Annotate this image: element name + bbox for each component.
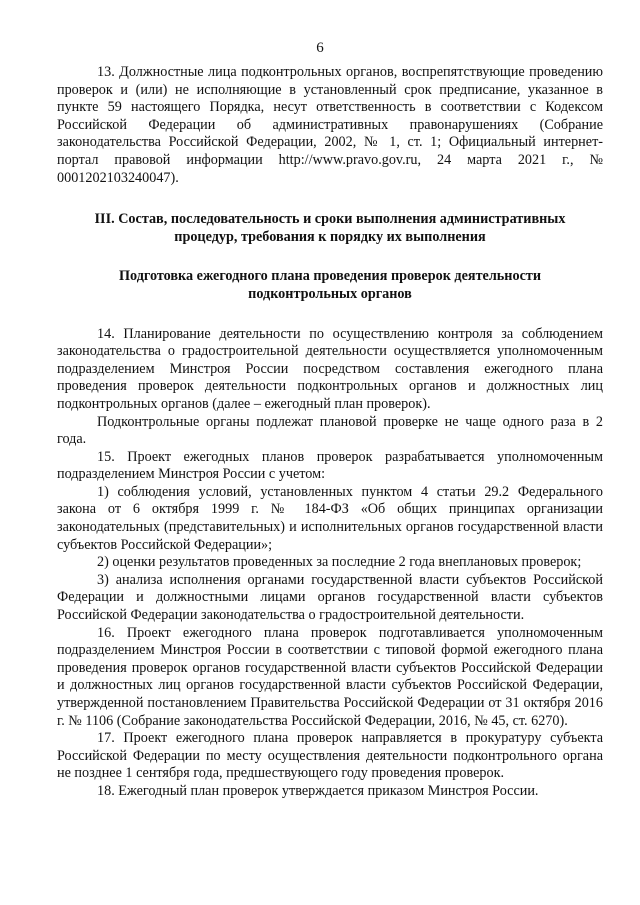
document-body [57,64,603,801]
paragraph-13: 13. Должностные лица подконтрольных органов, воспрепятствующие проведению проверок и (или) не исполняющие в установленный срок предписание, указанное в пункте 59 настоящего Порядка, несут ответственность в соответствии с Кодексом Российской Федерации об административных правонарушениях (Собрание законодательства Российской Федерации, 2002, № 1, ст. 1; Официальный интернет-портал правовой информации http://www.pravo.gov.ru, 24 марта 2021 г., № 0001202103240047). [57,64,603,186]
subsection-title: Подготовка ежегодного плана проведения проверок деятельности подконтрольных органов [118,268,542,302]
paragraph-16: 16. Проект ежегодного плана проверок подготавливается уполномоченным подразделением Минстроя России в соответствии с типовой формой ежегодного плана проведения проверок органов государственной власти субъектов Российской Федерации и должностных лиц органов государственной власти субъектов Российской Федерации, утвержденной постановлением Правительства Российской Федерации от 31 октября 2016 г. № 1106 (Собрание законодательства Российской Федерации, 2016, № 45, ст. 6270). [57,624,603,729]
page-number: 6 [316,40,324,56]
paragraph-inspection-frequency: Подконтрольные органы подлежат плановой проверке не чаще одного раза в 2 года. [57,413,603,448]
paragraph-18: 18. Ежегодный план проверок утверждается приказом Минстроя России. [97,782,539,799]
paragraph-17: 17. Проект ежегодного плана проверок направляется в прокуратуру субъекта Российской Федерации по месту осуществления деятельности подконтрольного органа не позднее 1 сентября года, предшествующего году проведения проверок. [57,730,603,782]
list-item-3: 3) анализа исполнения органами государственной власти субъектов Российской Федерации и должностными лицами органов государственной власти субъектов Российской Федерации законодательства о градостроительной деятельности. [57,571,603,624]
list-item-1: 1) соблюдения условий, установленных пунктом 4 статьи 29.2 Федерального закона от 6 октября 1999 г. № 184-ФЗ «Об общих принципах организации законодательных (представительных) и исполнительных органов государственной власти субъектов Российской Федерации»; [57,483,603,553]
list-item-2: 2) оценки результатов проведенных за последние 2 года внеплановых проверок; [97,554,582,571]
paragraph-14: 14. Планирование деятельности по осуществлению контроля за соблюдением законодательства о градостроительной деятельности осуществляется уполномоченным подразделением Минстроя России посредством составления ежегодного плана проведения проверок деятельности подконтрольных органов и должностных лиц подконтрольных органов (далее – ежегодный план проверок). [57,325,603,412]
section-title: III. Состав, последовательность и сроки выполнения административных процедур, требования к порядку их выполнения [94,211,566,245]
paragraph-15: 15. Проект ежегодных планов проверок разрабатывается уполномоченным подразделением Минстроя России с учетом: [57,448,603,483]
